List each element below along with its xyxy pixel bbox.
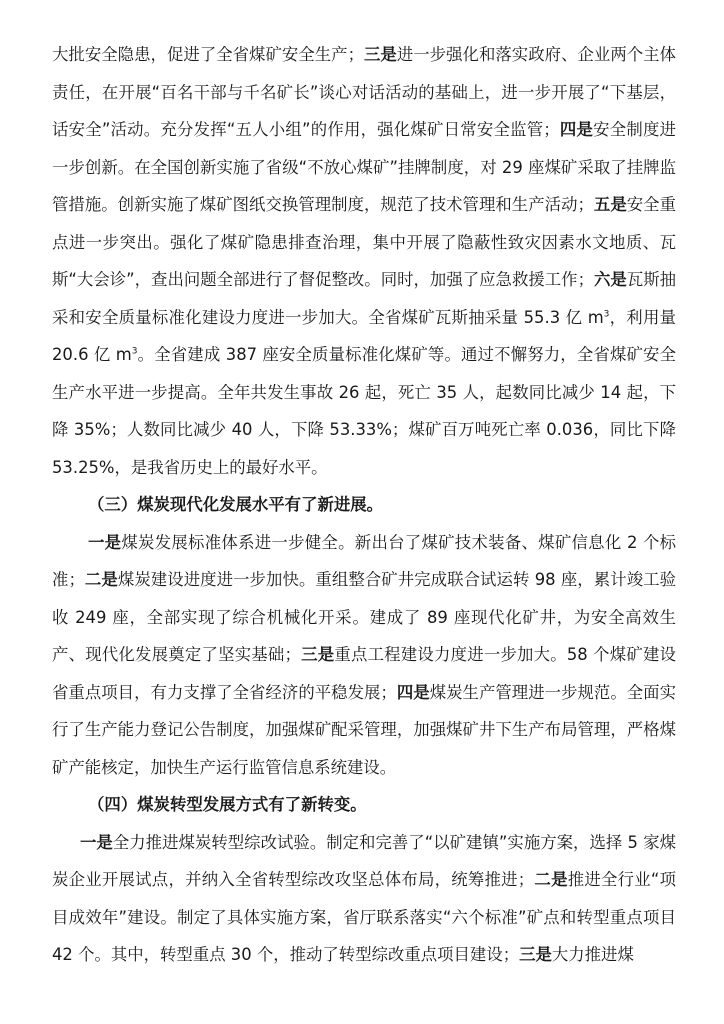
keyword-fourth: 四是 [559, 120, 594, 139]
keyword-third: 三是 [519, 945, 552, 964]
keyword-fourth: 四是 [396, 682, 430, 702]
text-run: 大力推进煤 [551, 945, 634, 964]
document-page [52, 36, 676, 974]
text-run: 进一步强化和落实政府、企业两个主体责任，在开展“百名干部与千名矿长”谈心对话活动的基础上，进一步开展了“下基层，话安全”活动。充分发挥“五人小组”的作用，强化煤矿日常安全监管； [52, 45, 676, 139]
paragraph-modernization [52, 524, 676, 787]
text-run: 煤炭生产管理进一步规范。全面实行了生产能力登记公告制度，加强煤矿配采管理，加强煤矿井下生产布局管理，严格煤矿产能核定，加快生产运行监管信息系统建设。 [52, 682, 676, 777]
text-run: ，利用量 20.6 亿 m [52, 307, 676, 364]
text-run: 安全制度进一步创新。在全国创新实施了省级“不放心煤矿”挂牌制度，对 29 座煤矿采取了挂牌监管措施。创新实施了煤矿图纸交换管理制度，规范了技术管理和生产活动； [52, 120, 676, 214]
keyword-first: 一是 [80, 832, 113, 852]
text-run: 。全省建成 387 座安全质量标准化煤矿等。通过不懈努力，全省煤矿安全生产水平进一步提高。全年共发生事故 26 起，死亡 35 人，起数同比减少 14 起，下降 35%；人数同比减少 40 人，下降 53.33%；煤矿百万吨死亡率 0.036，同比下降 53.25%，是我省历史上的最好水平。 [52, 345, 676, 477]
text-run: 煤炭发展标准体系进一步健全。新出台了煤矿技术装备、煤矿信息化 2 个标准； [52, 532, 677, 589]
superscript: 3 [131, 346, 138, 357]
section-heading-4: （四）煤炭转型发展方式有了新转变。 [88, 795, 367, 814]
text-run: 煤炭建设进度进一步加快。重组整合矿井完成联合试运转 98 座，累计竣工验收 249 座，全部实现了综合机械化开采。建成了 89 座现代化矿井，为安全高效生产、现代化发展奠定了坚实基础； [52, 570, 677, 664]
keyword-second: 二是 [84, 570, 118, 589]
paragraph-transformation [52, 824, 676, 974]
section-heading-3: （三）煤炭现代化发展水平有了新进展。 [88, 495, 384, 514]
superscript: 3 [603, 309, 610, 320]
text-run: 推进全行业“项目成效年”建设。制定了具体实施方案，省厅联系落实“六个标准”矿点和转型重点项目 42 个。其中，转型重点 30 个，推动了转型综改重点项目建设； [52, 870, 677, 964]
keyword-sixth: 六是 [593, 270, 627, 289]
keyword-fifth: 五是 [593, 195, 627, 214]
keyword-third: 三是 [363, 45, 397, 64]
keyword-third: 三是 [300, 645, 335, 664]
text-run: 瓦斯抽采和安全质量标准化建设力度进一步加大。全省煤矿瓦斯抽采量 55.3 亿 m [52, 270, 677, 327]
text-run: 全力推进煤炭转型综改试验。制定和完善了“以矿建镇”实施方案，选择 5 家煤炭企业开展试点，并纳入全省转型综改攻坚总体布局，统筹推进； [52, 832, 677, 889]
paragraph-safety-measures [52, 36, 676, 486]
text-run: 安全重点进一步突出。强化了煤矿隐患排查治理，集中开展了隐蔽性致灾因素水文地质、瓦斯“大会诊”，查出问题全部进行了督促整改。同时，加强了应急救援工作； [52, 195, 676, 289]
keyword-first: 一是 [88, 532, 122, 552]
text-run: 大批安全隐患，促进了全省煤矿安全生产； [52, 45, 364, 64]
text-run: 重点工程建设力度进一步加大。58 个煤矿建设省重点项目，有力支撑了全省经济的平稳发展； [52, 645, 676, 702]
keyword-second: 二是 [534, 870, 568, 889]
